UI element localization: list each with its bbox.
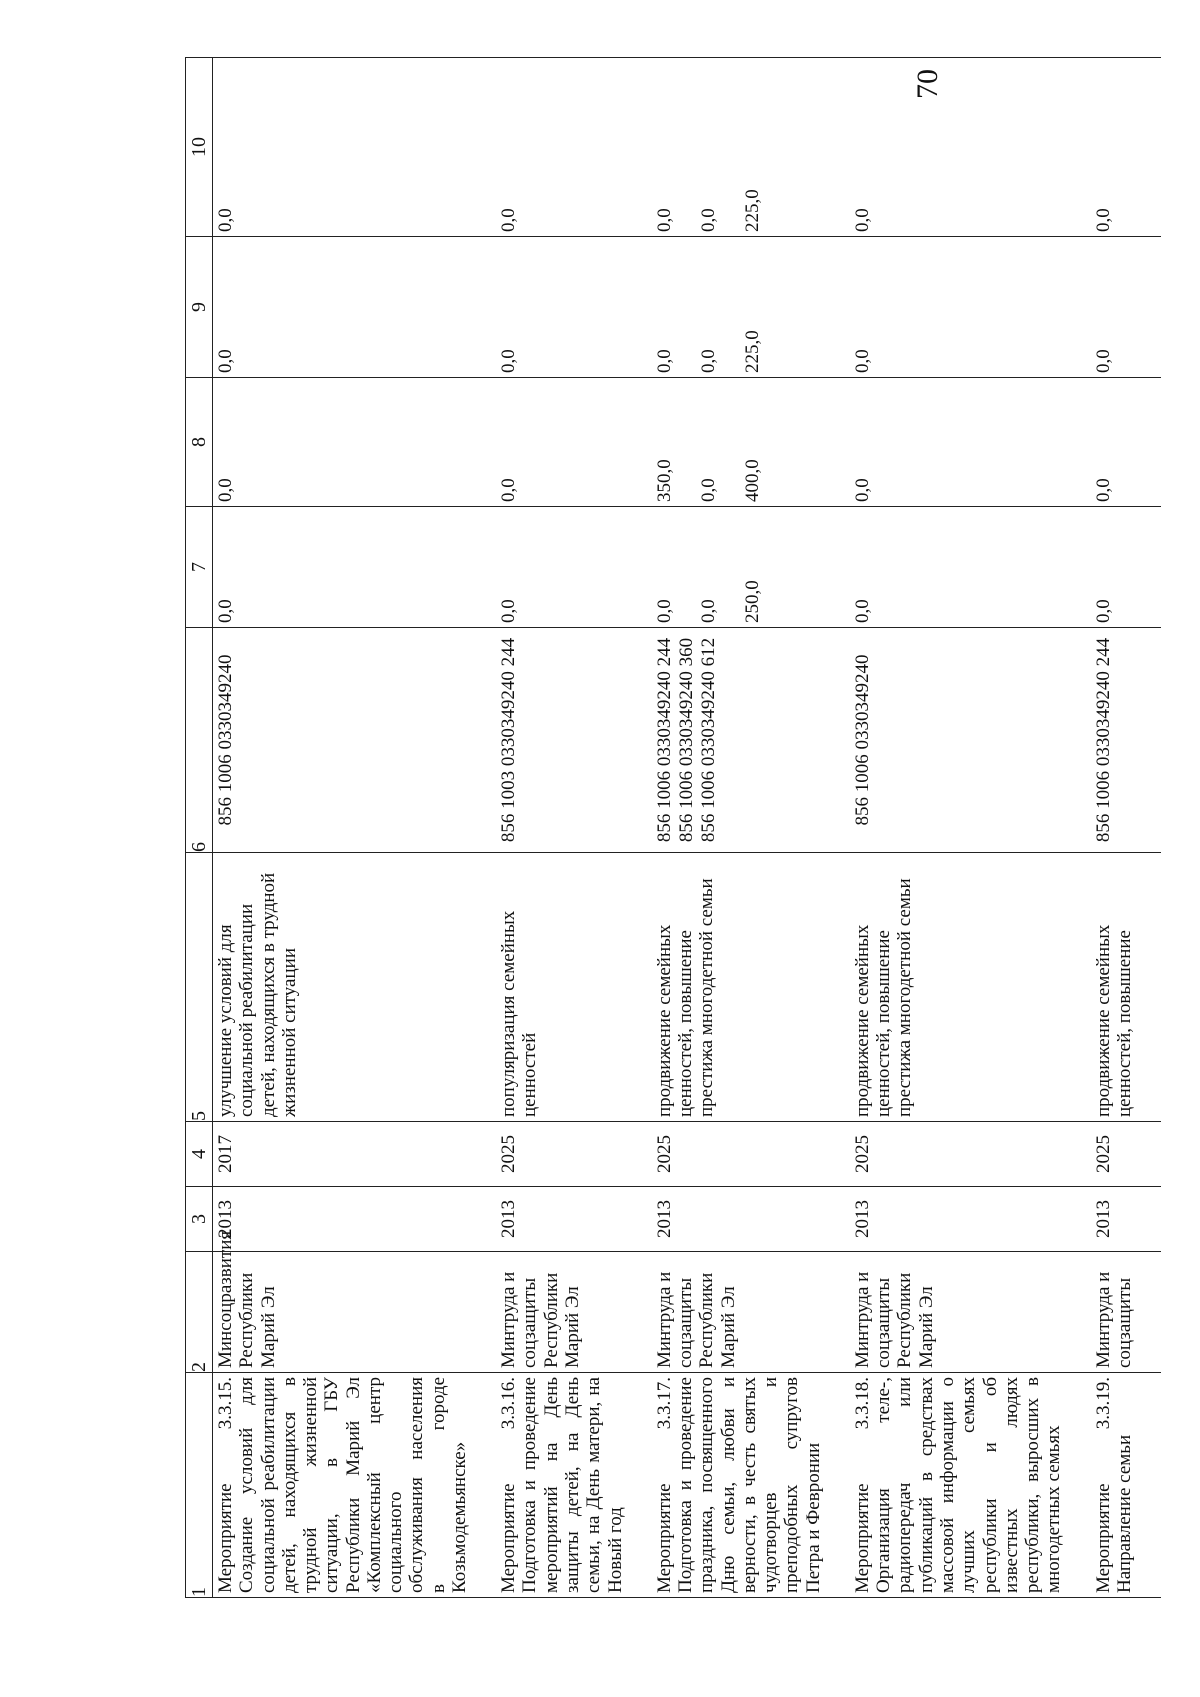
- rotated-table-container: [185, 68, 1135, 1598]
- value-col10: 0,0: [498, 208, 520, 232]
- column-number-header: 10: [186, 58, 213, 237]
- value-col7: 0,0: [697, 599, 719, 623]
- column-number-header: 5: [186, 853, 213, 1122]
- start-year: 2013: [496, 1187, 652, 1252]
- budget-code: 856 1006 0330349240: [215, 654, 236, 826]
- column-number-header: 2: [186, 1252, 213, 1373]
- expected-result: продвижение семейных ценностей, повышение престижа многодетной семьи: [652, 853, 850, 1122]
- value-col8: 0,0: [215, 478, 236, 502]
- end-year: 2017: [213, 1122, 497, 1187]
- column-number-header: 7: [186, 507, 213, 628]
- column-number-header-row: [186, 58, 213, 1598]
- measure-title: Мероприятие 3.3.15. Создание условий для социальной реабилитации детей, находящихся в трудной жизненной ситуации, в ГБУ Республики Марий Эл «Комплексный центр социального обслуживания населения в городе Козьмодемьянске»: [213, 1373, 497, 1598]
- measure-title: Мероприятие 3.3.16. Подготовка и проведение мероприятий на День защиты детей, на День семьи, на День матери, на Новый год: [496, 1373, 652, 1598]
- budget-code: 856 1006 0330349240 244: [653, 637, 675, 843]
- value-col10: 225,0: [741, 189, 763, 232]
- end-year: 2025: [850, 1122, 1091, 1187]
- expected-result: популяризация семейных ценностей: [496, 853, 652, 1122]
- expected-result: продвижение семейных ценностей, повышение престижа многодетной семьи: [850, 853, 1091, 1122]
- budget-table: [185, 57, 1161, 1598]
- value-col7: 0,0: [498, 599, 520, 623]
- value-col7: 0,0: [1092, 599, 1114, 623]
- table-row: [213, 58, 497, 1598]
- table-row: [1091, 58, 1162, 1598]
- budget-code: 856 1003 0330349240 244: [498, 637, 520, 843]
- value-col10: 0,0: [851, 208, 873, 232]
- budget-code: 856 1006 0330349240 360: [675, 637, 697, 843]
- start-year: 2013: [213, 1187, 497, 1252]
- expected-result: улучшение условий для социальной реабилитации детей, находящихся в трудной жизненной ситуации: [213, 853, 497, 1122]
- value-col8: 0,0: [498, 478, 520, 502]
- table-row: [652, 58, 850, 1598]
- value-col10: 0,0: [697, 208, 719, 232]
- expected-result: продвижение семейных ценностей, повышение: [1091, 853, 1162, 1122]
- start-year: 2013: [850, 1187, 1091, 1252]
- value-col9: 0,0: [1092, 349, 1114, 373]
- value-col8: 0,0: [851, 478, 873, 502]
- start-year: 2013: [1091, 1187, 1162, 1252]
- value-col8: 400,0: [741, 459, 763, 502]
- measure-title: Мероприятие 3.3.19. Направление семьи: [1091, 1373, 1162, 1598]
- value-col10: 0,0: [1092, 208, 1114, 232]
- column-number-header: 6: [186, 628, 213, 853]
- value-col9: 0,0: [498, 349, 520, 373]
- value-col8: 350,0: [653, 459, 675, 502]
- value-col9: 0,0: [851, 349, 873, 373]
- value-col7: 250,0: [741, 580, 763, 623]
- value-col7: 0,0: [851, 599, 873, 623]
- budget-code: 856 1006 0330349240: [851, 654, 873, 826]
- value-col8: 0,0: [697, 478, 719, 502]
- column-number-header: 3: [186, 1187, 213, 1252]
- value-col8: 0,0: [1092, 478, 1114, 502]
- column-number-header: 1: [186, 1373, 213, 1598]
- value-col9: 0,0: [653, 349, 675, 373]
- table-row: [496, 58, 652, 1598]
- value-col9: 0,0: [697, 349, 719, 373]
- measure-title: Мероприятие 3.3.18. Организация теле-, радиопередач или публикаций в средствах массовой информации о лучших семьях республики и об известных людях республики, выросших в многодетных семьях: [850, 1373, 1091, 1598]
- executor: Минтруда и соцзащиты: [1091, 1252, 1162, 1373]
- budget-code: 856 1006 0330349240 244: [1092, 637, 1114, 843]
- value-col9: 0,0: [215, 349, 236, 373]
- executor: Минтруда и соцзащиты Республики Марий Эл: [850, 1252, 1091, 1373]
- executor: Минсоцразвития Республики Марий Эл: [213, 1252, 497, 1373]
- end-year: 2025: [652, 1122, 850, 1187]
- value-col7: 0,0: [653, 599, 675, 623]
- start-year: 2013: [652, 1187, 850, 1252]
- executor: Минтруда и соцзащиты Республики Марий Эл: [652, 1252, 850, 1373]
- column-number-header: 8: [186, 378, 213, 507]
- column-number-header: 4: [186, 1122, 213, 1187]
- end-year: 2025: [496, 1122, 652, 1187]
- value-col10: 0,0: [215, 208, 236, 232]
- budget-code: 856 1006 0330349240 612: [697, 637, 719, 843]
- end-year: 2025: [1091, 1122, 1162, 1187]
- executor: Минтруда и соцзащиты Республики Марий Эл: [496, 1252, 652, 1373]
- table-row: [850, 58, 1091, 1598]
- value-col10: 0,0: [653, 208, 675, 232]
- column-number-header: 9: [186, 237, 213, 378]
- value-col7: 0,0: [215, 599, 236, 623]
- measure-title: Мероприятие 3.3.17. Подготовка и проведение праздника, посвященного Дню семьи, любви и верности, в честь святых чудотворцев и преподобных супругов Петра и Февронии: [652, 1373, 850, 1598]
- page-number: 70: [911, 69, 944, 99]
- value-col9: 225,0: [741, 330, 763, 373]
